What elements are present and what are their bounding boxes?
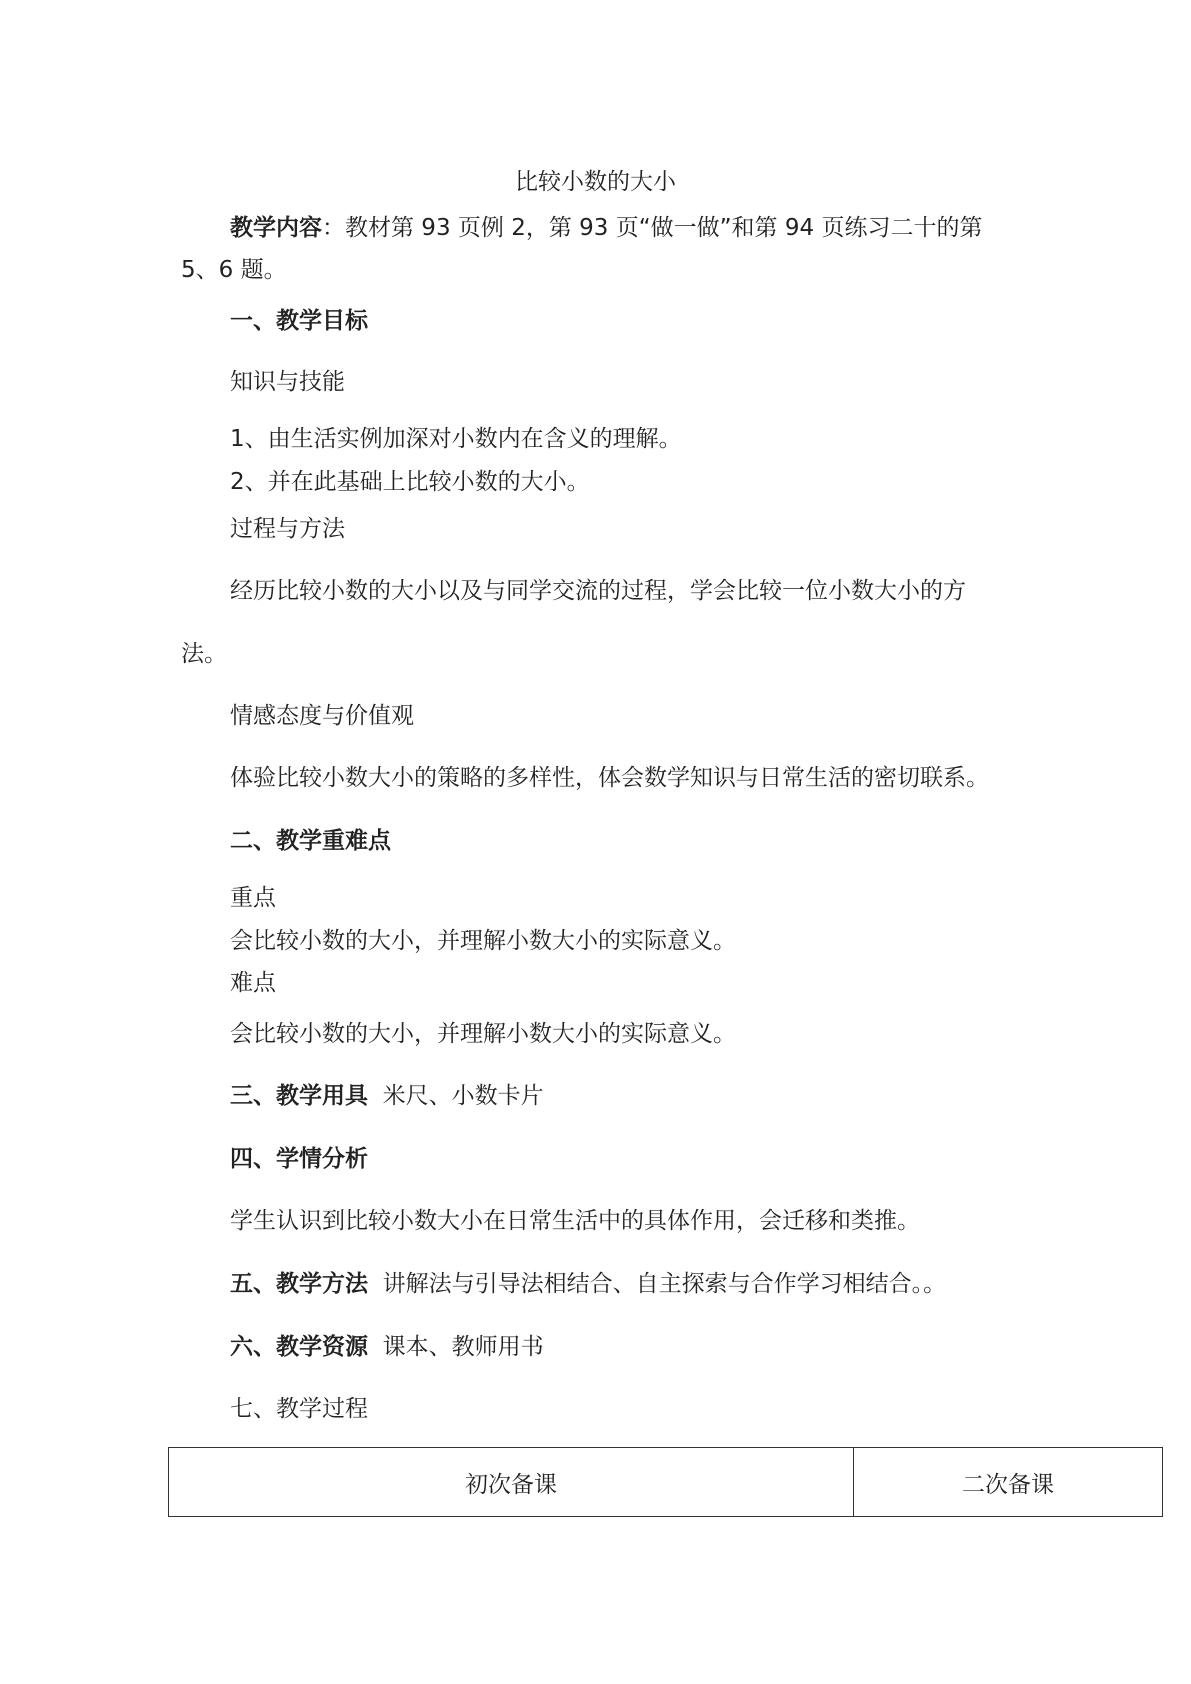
- process-heading: 过程与方法: [230, 516, 345, 542]
- tools-text: 米尺、小数卡片: [382, 1083, 544, 1109]
- lesson-plan-table: [168, 1447, 1163, 1517]
- process-steps-heading: 七、教学过程: [230, 1396, 368, 1422]
- difficult-text: 会比较小数的大小，并理解小数大小的实际意义。: [230, 1021, 736, 1047]
- methods-line: [230, 1268, 946, 1300]
- table-header-second-prep: 二次备课: [854, 1448, 1163, 1517]
- knowledge-item: 1、由生活实例加深对小数内在含义的理解。: [230, 426, 682, 452]
- teaching-content-text: ：教材第 93 页例 2，第 93 页“做一做”和第 94 页练习二十的第: [322, 215, 983, 241]
- analysis-text: 学生认识到比较小数大小在日常生活中的具体作用，会迁移和类推。: [230, 1208, 920, 1234]
- teaching-content-line1: [230, 212, 982, 244]
- objectives-heading: 一、教学目标: [230, 308, 368, 334]
- difficult-label: 难点: [230, 970, 276, 996]
- knowledge-item: 2、并在此基础上比较小数的大小。: [230, 469, 590, 495]
- resources-text: 课本、教师用书: [382, 1334, 544, 1360]
- table-row: [169, 1448, 1163, 1517]
- resources-heading: 六、教学资源: [230, 1334, 368, 1360]
- teaching-content-label: 教学内容: [230, 215, 322, 241]
- tools-line: [230, 1080, 544, 1112]
- emotion-heading: 情感态度与价值观: [230, 703, 414, 729]
- resources-line: [230, 1331, 544, 1363]
- page-title: 比较小数的大小: [515, 169, 676, 195]
- tools-heading: 三、教学用具: [230, 1083, 368, 1109]
- analysis-heading: 四、学情分析: [230, 1146, 368, 1172]
- knowledge-heading: 知识与技能: [230, 369, 345, 395]
- table-header-first-prep: 初次备课: [169, 1448, 854, 1517]
- key-label: 重点: [230, 885, 276, 911]
- key-text: 会比较小数的大小，并理解小数大小的实际意义。: [230, 928, 736, 954]
- methods-text: 讲解法与引导法相结合、自主探索与合作学习相结合。。: [382, 1271, 947, 1297]
- teaching-content-line2: 5、6 题。: [181, 257, 287, 283]
- process-text-line1: 经历比较小数的大小以及与同学交流的过程，学会比较一位小数大小的方: [230, 578, 966, 604]
- methods-heading: 五、教学方法: [230, 1271, 368, 1297]
- emotion-text: 体验比较小数大小的策略的多样性，体会数学知识与日常生活的密切联系。: [230, 765, 989, 791]
- key-points-heading: 二、教学重难点: [230, 828, 391, 854]
- process-text-line2: 法。: [181, 641, 227, 667]
